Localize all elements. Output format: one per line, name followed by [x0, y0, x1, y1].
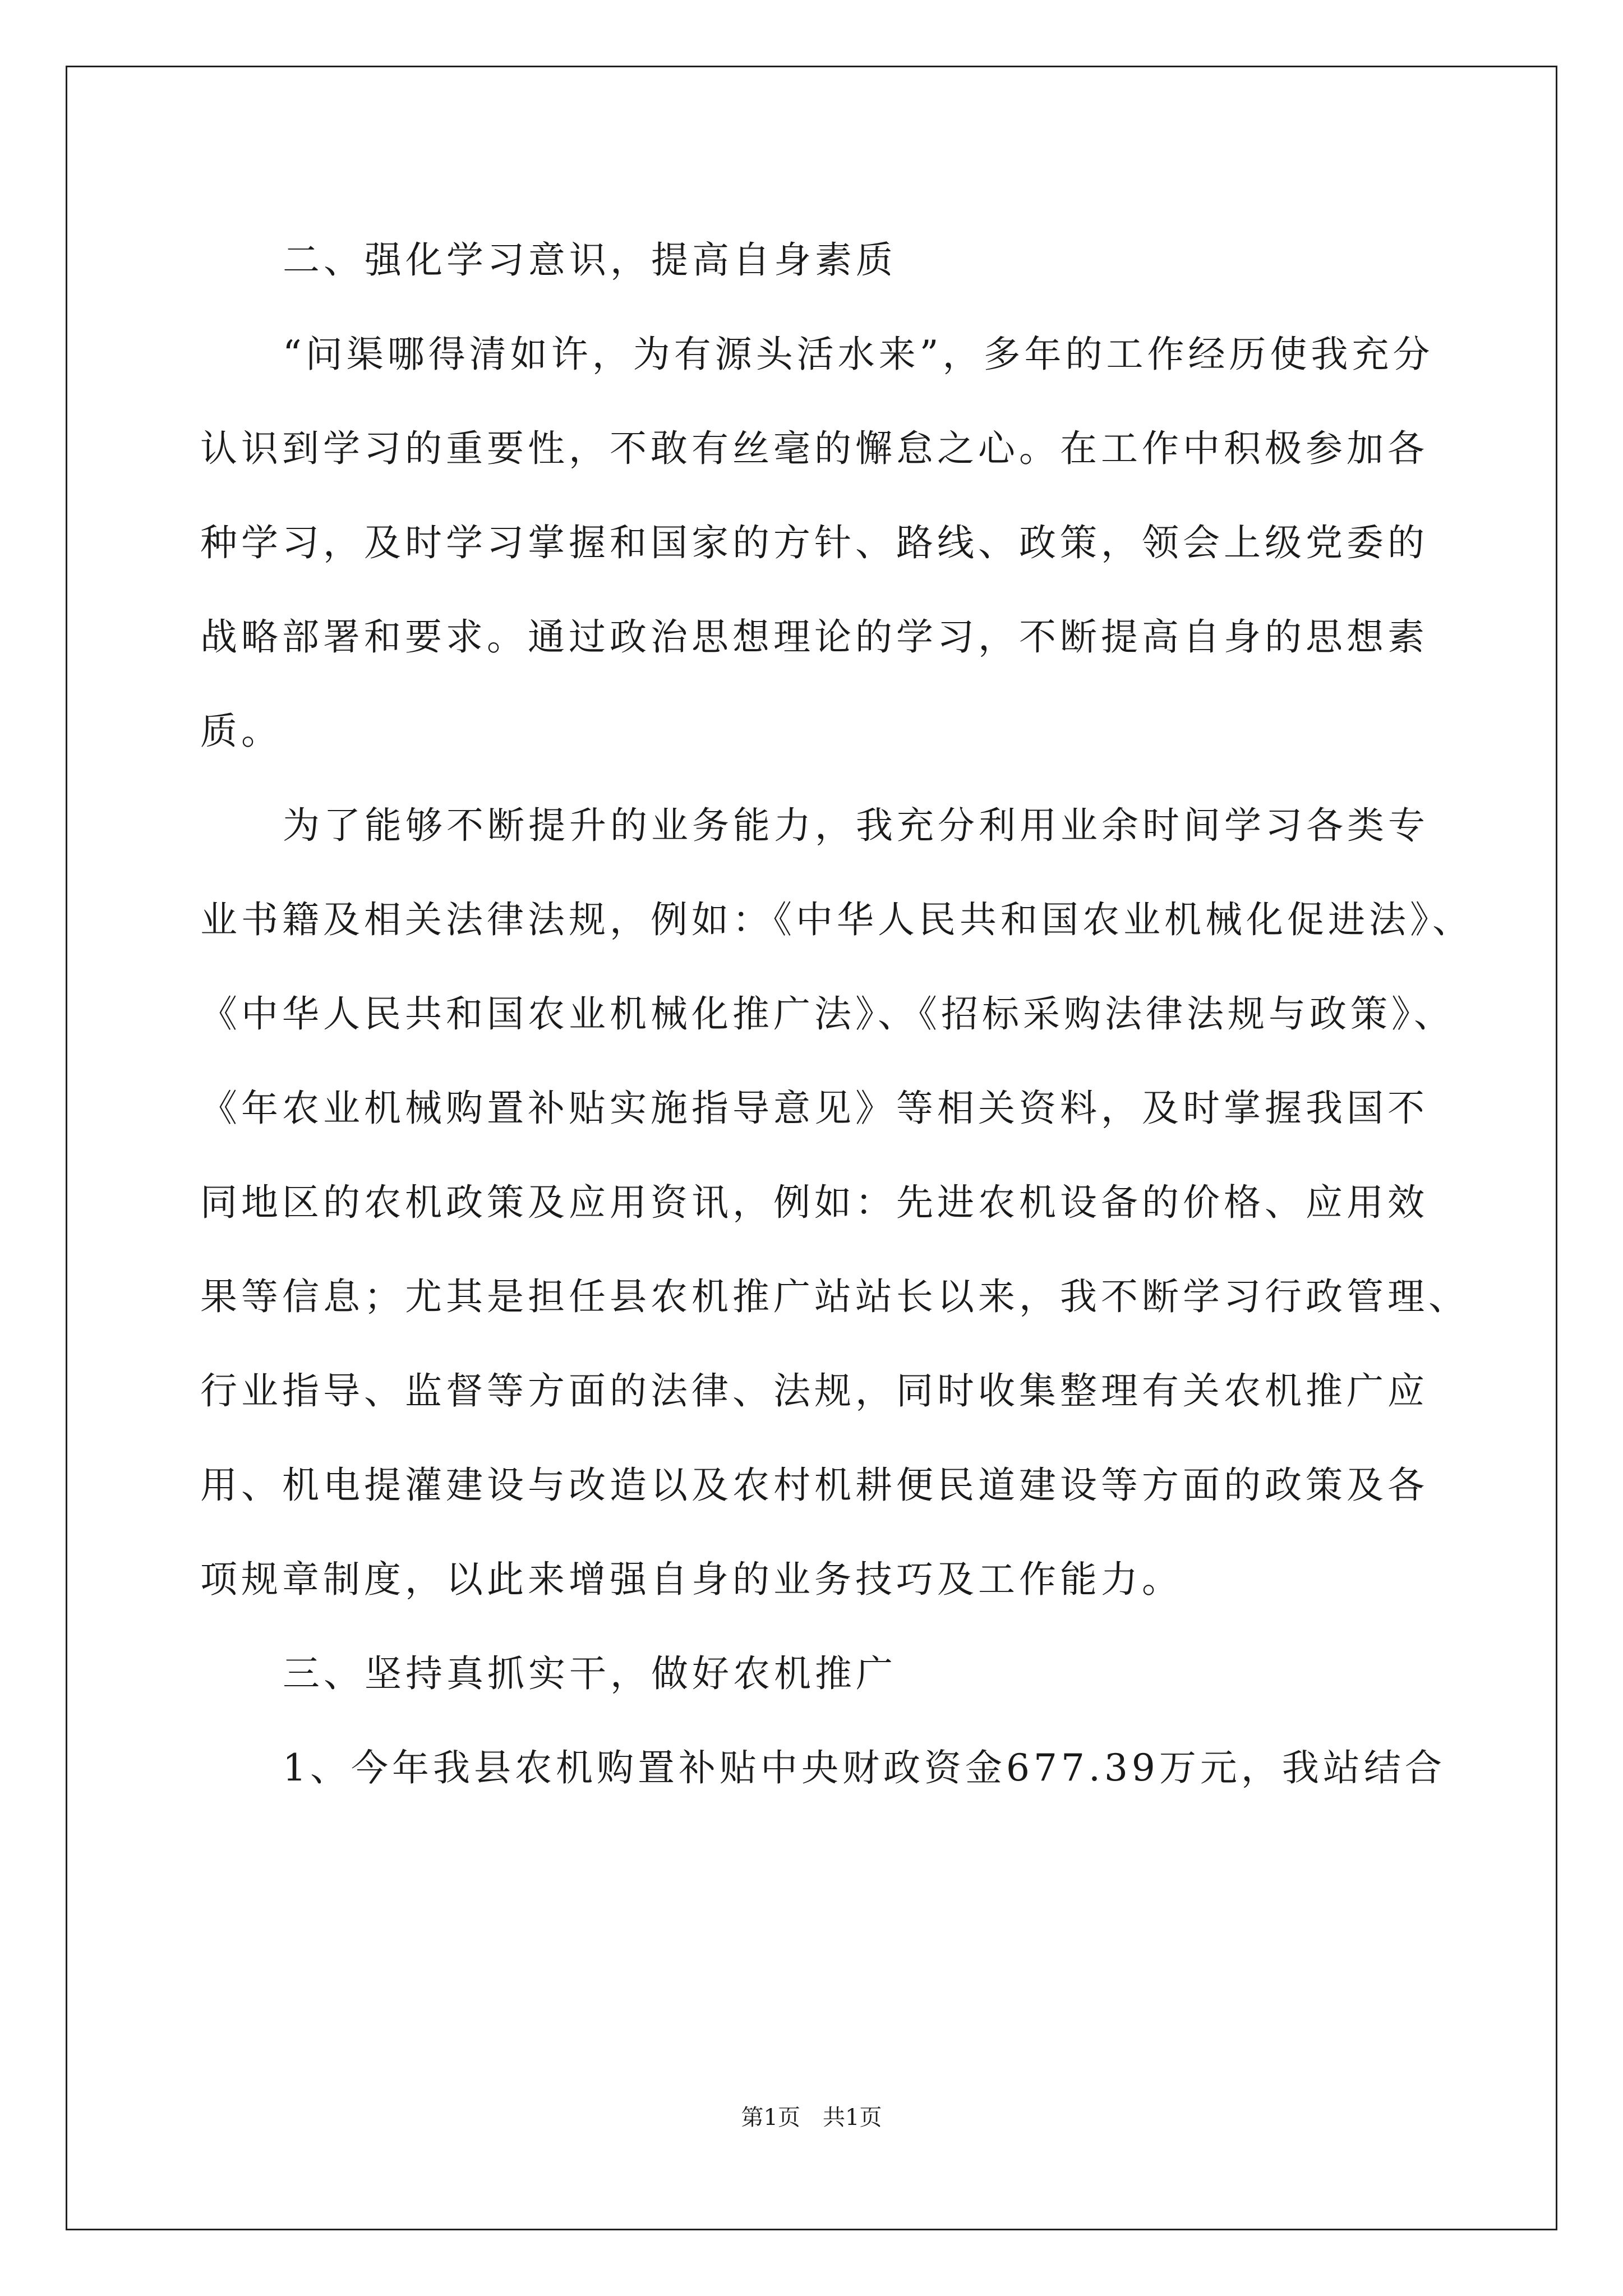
paragraph-line: 果等信息；尤其是担任县农机推广站站长以来，我不断学习行政管理、	[200, 1275, 1469, 1318]
section-heading: 三、坚持真抓实干，做好农机推广	[283, 1652, 897, 1695]
paragraph-line: “问渠哪得清如许，为有源头活水来”，多年的工作经历使我充分	[283, 333, 1434, 376]
page-footer: 第1页 共1页	[741, 2105, 882, 2131]
paragraph-line: 为了能够不断提升的业务能力，我充分利用业余时间学习各类专	[283, 804, 1429, 847]
paragraph-line: 同地区的农机政策及应用资讯，例如：先进农机设备的价格、应用效	[200, 1181, 1428, 1224]
paragraph-line: 质。	[200, 710, 282, 753]
paragraph-line: 行业指导、监督等方面的法律、法规，同时收集整理有关农机推广应	[200, 1369, 1428, 1412]
paragraph-line: 种学习，及时学习掌握和国家的方针、路线、政策，领会上级党委的	[200, 521, 1428, 564]
document-body	[200, 213, 1473, 1815]
paragraph-line: 《中华人民共和国农业机械化推广法》、《招标采购法律法规与政策》、	[200, 992, 1455, 1036]
paragraph-line: 战略部署和要求。通过政治思想理论的学习，不断提高自身的思想素	[200, 615, 1428, 659]
paragraph-line: 1、今年我县农机购置补贴中央财政资金677.39万元，我站结合	[283, 1746, 1446, 1789]
paragraph-line: 项规章制度，以此来增强自身的业务技巧及工作能力。	[200, 1558, 1183, 1601]
section-heading: 二、强化学习意识，提高自身素质	[283, 238, 897, 282]
paragraph-line: 业书籍及相关法律法规，例如：《中华人民共和国农业机械化促进法》、	[200, 898, 1473, 941]
paragraph-line: 《年农业机械购置补贴实施指导意见》等相关资料，及时掌握我国不	[200, 1087, 1428, 1130]
paragraph-line: 认识到学习的重要性，不敢有丝毫的懈怠之心。在工作中积极参加各	[200, 427, 1428, 470]
paragraph-line: 用、机电提灌建设与改造以及农村机耕便民道建设等方面的政策及各	[200, 1464, 1428, 1507]
